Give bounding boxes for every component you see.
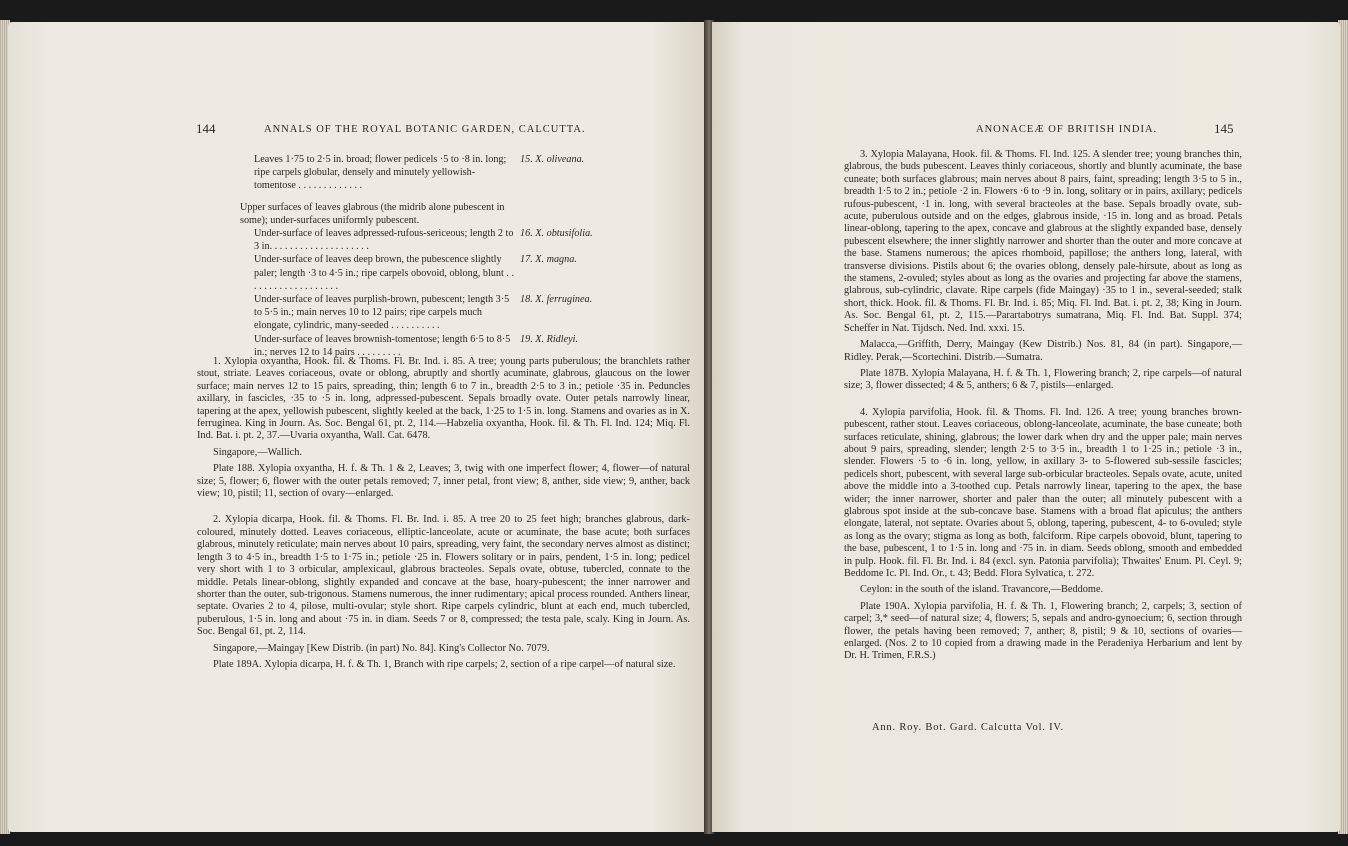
- plate-caption-190a: Plate 190A. Xylopia parvifolia, H. f. & Th. 1, Flowering branch; 2, carpels; 3, section of carpel; 3,* seed—of natural size; 4, flowers; 5, sepals and andro-gynoecium; 6, section through flower, the petals having been removed; 7, anther; 8, pistil; 9 & 10, sections of ovaries—enlarged. (Nos. 2 to 10 copied from a drawing made in the Peradeniya Herbarium and lent by Dr. H. Trimen, F.R.S.): [844, 600, 1242, 662]
- locality: Singapore,—Wallich.: [213, 446, 302, 458]
- right-body: [844, 149, 1242, 667]
- key-entry: Under-surface of leaves deep brown, the pubescence slightly paler; length ·3 to 4·5 in.; ripe carpels obovoid, oblong, blunt . . . . . . . . . . . . . . . . . . . 17. X. magna.: [254, 254, 577, 292]
- left-page-number: 144: [196, 121, 216, 136]
- key-entry: Under-surface of leaves purplish-brown, pubescent; length 3·5 to 5·5 in.; main nerves 10 to 12 pairs; ripe carpels much elongate, cylindric, many-seeded . . . . . . . . . . 18. X. ferruginea.: [254, 294, 593, 332]
- left-page: [8, 22, 708, 832]
- plate-caption-189a: Plate 189A. Xylopia dicarpa, H. f. & Th. 1, Branch with ripe carpels; 2, section of a ripe carpel—of natural size.: [213, 658, 676, 670]
- locality: Ceylon: in the south of the island. Travancore,—Beddome.: [860, 584, 1104, 596]
- right-page: [712, 22, 1340, 832]
- left-body: [197, 356, 690, 675]
- species-description-xylopia-dicarpa: 2. Xylopia dicarpa, Hook. fil. & Thoms. Fl. Br. Ind. i. 85. A tree 20 to 25 feet high; branches glabrous, dark-coloured, minutely dotted. Leaves coriaceous, elliptic-lanceolate, acute or acuminate, the base acute; both surfaces glabrous, minutely reticulate; main nerves about 10 pairs, spreading, very faint, the secondary nerves almost as distinct; length 3 to 4·5 in., breadth 1·5 to 1·75 in.; petiole ·25 in. Flowers solitary or in pairs, pendent, 1·5 in. long; pedicel very short with 1 to 3 orbicular, amplexicaul, glabrous bracteoles. Sepals ovate, obtuse, tubercled, connate to the middle. Petals linear-oblong, slightly expanded and concave at the base, hoary-pubescent; the inner narrower and shorter than the outer, sub-trigonous. Stamens numerous, the inner rudimentary; apical process rounded. Anthers linear, septate. Ovaries 2 to 4, pilose, multi-ovular; style short. Ripe carpels cylindric, blunt at each end, much tubercled, puberulous, 1·5 in. long and about ·75 in. in diam. Seeds 7 or 8, compressed; the testa pale, scaly. King in Journ. As. Soc. Bengal 61, pt. 2, 114.: [197, 514, 690, 638]
- species-key: [240, 153, 593, 359]
- plate-caption-188: Plate 188. Xylopia oxyantha, H. f. & Th. 1 & 2, Leaves; 3, twig with one imperfect flower; 4, flower—of natural size; 5, flower; 6, flower with the outer petals removed; 7, inner petal, front view; 8, anther, side view; 9, anther, back view; 10, pistil; 11, section of ovary—enlarged.: [197, 463, 690, 500]
- species-description-xylopia-oxyantha: 1. Xylopia oxyantha, Hook. fil. & Thoms. Fl. Br. Ind. i. 85. A tree; young parts puberulous; the branchlets rather stout, striate. Leaves coriaceous, ovate or oblong, abruptly and shortly acuminate, glabrous, glaucous on the lower surface; main nerves 12 to 15 pairs, spreading, thin; length 6 to 7 in., breadth 2·5 to 3 in.; petiole ·35 in. Peduncles axillary, in fascicles, ·35 to ·5 in. long, adpressed-pubescent. Sepals broadly ovate. Outer petals narrowly linear, tapering at the apex, yellowish pubescent, slightly keeled at the back, 1·25 to 1·5 in. long. Stamens and ovaries as in X. ferruginea. King in Journ. As. Soc. Bengal 61, pt. 2, 114.—Habzelia oxyantha, Hook. fil. & Th. Fl. Ind. 124; Miq. Fl. Ind. Bat. i. pt. 2, 37.—Uvaria oxyantha, Wall. Cat. 6478.: [197, 356, 690, 442]
- right-running-head: ANONACEÆ OF BRITISH INDIA.: [976, 124, 1158, 135]
- locality: Malacca,—Griffith, Derry, Maingay (Kew Distrib.) Nos. 81, 84 (in part). Singapore,—Ridley. Perak,—Scortechini. Distrib.—Sumatra.: [844, 339, 1242, 363]
- species-description-xylopia-parvifolia: 4. Xylopia parvifolia, Hook. fil. & Thoms. Fl. Ind. 126. A tree; young branches brown-pubescent, rather stout. Leaves coriaceous, oblong-lanceolate, acuminate, the base cuneate; both surfaces reticulate, shining, glabrous; the lower dark when dry and the upper pale; main nerves about 9 pairs, spreading, slender; length 2·5 to 3·5 in., breadth 1 to 1·25 in.; petiole ·3 in., slender. Flowers ·5 to ·6 in. long, yellow, in axillary 3- to 5-flowered sub-sessile fascicles; pedicels short, pubescent, with several large sub-orbicular bracteoles. Sepals ovate, acute, united above the middle into a 3-toothed cup. Petals narrowly linear, tapering to the apex, the base wider; the inner narrower, shorter and paler than the outer; all minutely pubescent with a glabrous spot inside at the sub-concave base. Stamens with a broad flat apiculus; the anthers elongate, lateral, not septate. Ovaries about 5, oblong, tapering, pubescent, 4- to 6-ovuled; style as long as the ovary; stigma as long as both, falciform. Ripe carpels obovoid, blunt, tapering to the base, pubescent, 1 to 1·5 in. long and ·75 in. in diam. Seeds oblong, smooth and embedded in pulp. Hook. fil. Fl. Br. Ind. i. 84 (excl. syn. Patonia parvifolia); Thwaites' Enum. Pl. Ceyl. 9; Beddome Ic. Pl. Ind. Or., t. 43; Bedd. Flora Sylvatica, t. 272.: [844, 406, 1242, 579]
- right-page-number: 145: [1214, 121, 1234, 136]
- plate-caption-187b: Plate 187B. Xylopia Malayana, H. f. & Th. 1, Flowering branch; 2, ripe carpels—of natural size; 3, flower dissected; 4 & 5, anthers; 6 & 7, pistils—enlarged.: [844, 367, 1242, 392]
- key-entry: Upper surfaces of leaves glabrous (the midrib alone pubescent in some); under-surfaces uniformly pubescent.: [240, 201, 505, 226]
- species-description-xylopia-malayana: 3. Xylopia Malayana, Hook. fil. & Thoms. Fl. Ind. 125. A slender tree; young branches thin, glabrous, the buds pubescent. Leaves thinly coriaceous, shortly and bluntly acuminate, the base cuneate; both surfaces glabrous; main nerves about 8 pairs, faint, spreading; length 3·5 to 5 in., breadth 1·5 to 2 in.; petiole ·2 in. Flowers ·6 to ·9 in. long, solitary or in pairs, axillary; pedicels rufous-pubescent, ·1 in. long, with several bracteoles at the base. Sepals broadly ovate, sub-acute, puberulous outside and on the edges, glabrous inside, ·15 in. long and as broad. Petals linear-oblong, tapering to the apex, concave and glabrous at the slightly expanded base, densely pubescent elsewhere; the inner slightly narrower and shorter than the outer and more concave at the base. Stamens numerous; the apices rhomboid, papillose; the anthers long, lateral, with transverse divisions. Pistils about 6; the ovaries oblong, densely pale-hirsute, about as long as the stamens, 2-ovuled; styles about as long as the ovaries and projecting far above the stamens, glabrous, sub-cylindric, clavate. Ripe carpels (fide Maingay) ·35 to 1 in., several-seeded; stalk short, thick. Hook. fil. & Thoms. Fl. Br. Ind. i. 85; Miq. Fl. Ind. Bat. i. pt. 2, 38; King in Journ. As. Soc. Bengal 61, pt. 2, 115.—Parartabotrys sumatrana, Miq. Fl. Ind. Bat. Suppl. 374; Scheffer in Nat. Tijdsch. Ned. Ind. xxxi. 15.: [844, 149, 1242, 334]
- key-entry: Leaves 1·75 to 2·5 in. broad; flower pedicels ·5 to ·8 in. long; ripe carpels globular, densely and minutely yellowish-tomentose . . . . . . . . . . . . . 15. X. oliveana.: [254, 154, 585, 192]
- volume-footer: Ann. Roy. Bot. Gard. Calcutta Vol. IV.: [872, 722, 1064, 733]
- left-running-head: ANNALS OF THE ROYAL BOTANIC GARDEN, CALCUTTA.: [264, 124, 586, 135]
- locality: Singapore,—Maingay [Kew Distrib. (in part) No. 84]. King's Collector No. 7079.: [213, 642, 550, 654]
- key-entry: Under-surface of leaves brownish-tomentose; length 6·5 to 8·5 in.; nerves 12 to 14 pairs . . . . . . . . . 19. X. Ridleyi.: [254, 333, 578, 358]
- key-entry: Under-surface of leaves adpressed-rufous-sericeous; length 2 to 3 in. . . . . . . . . . . . . . . . . . . . 16. X. obtusifolia.: [254, 228, 593, 253]
